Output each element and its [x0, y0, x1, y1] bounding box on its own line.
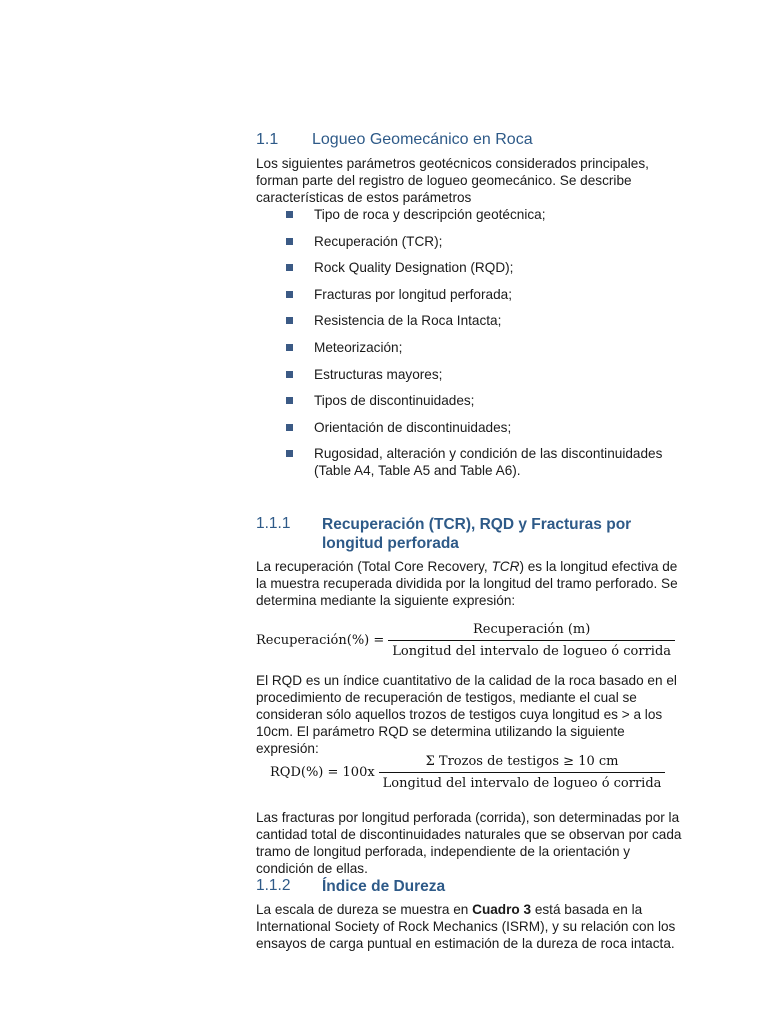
- square-bullet-icon: [286, 450, 293, 457]
- square-bullet-icon: [286, 291, 293, 298]
- list-item: Orientación de discontinuidades;: [256, 419, 686, 436]
- list-item: Estructuras mayores;: [256, 366, 686, 383]
- parameter-list: [256, 206, 686, 489]
- formula-lhs: RQD(%) = 100x: [270, 765, 375, 780]
- list-item: Resistencia de la Roca Intacta;: [256, 312, 686, 329]
- square-bullet-icon: [286, 211, 293, 218]
- tcr-formula: [256, 622, 675, 659]
- section-intro: Los siguientes parámetros geotécnicos considerados principales, forman parte del registro de logueo geomecánico. Se describe características de estos parámetros: [256, 156, 649, 205]
- list-item: Tipo de roca y descripción geotécnica;: [256, 206, 686, 223]
- subsection-number: 1.1.1: [256, 515, 291, 532]
- formula-lhs: Recuperación(%) =: [256, 633, 385, 648]
- list-item: Tipos de discontinuidades;: [256, 392, 686, 409]
- formula-fraction: [379, 754, 666, 791]
- subsection-title: Índice de Dureza: [322, 878, 446, 895]
- square-bullet-icon: [286, 397, 293, 404]
- list-item: Recuperación (TCR);: [256, 233, 686, 250]
- list-item: Rugosidad, alteración y condición de las discontinuidades (Table A4, Table A5 and Table A6).: [256, 445, 686, 479]
- section-number: 1.1: [256, 131, 279, 148]
- subsection-title: Recuperación (TCR), RQD y Fracturas por longitud perforada: [322, 516, 632, 552]
- square-bullet-icon: [286, 264, 293, 271]
- subsection-number: 1.1.2: [256, 877, 291, 894]
- square-bullet-icon: [286, 238, 293, 245]
- rqd-paragraph: El RQD es un índice cuantitativo de la calidad de la roca basado en el procedimiento de recuperación de testigos, mediante el cual se consideran sólo aquellos trozos de testigos cuya longitud es > a los 10cm. El parámetro RQD se determina utilizando la siguiente expresión:: [256, 673, 677, 756]
- formula-numerator: Σ Trozos de testigos ≥ 10 cm: [425, 754, 619, 769]
- dureza-paragraph: La escala de dureza se muestra en Cuadro 3 está basada en la International Society of Rock Mechanics (ISRM), y su relación con los ensayos de carga puntual en estimación de la dureza de roca intacta.: [256, 902, 676, 951]
- square-bullet-icon: [286, 371, 293, 378]
- formula-numerator: Recuperación (m): [472, 622, 591, 637]
- list-item: Meteorización;: [256, 339, 686, 356]
- square-bullet-icon: [286, 317, 293, 324]
- list-item: Rock Quality Designation (RQD);: [256, 259, 686, 276]
- section-heading: [256, 131, 533, 149]
- fracturas-paragraph: Las fracturas por longitud perforada (corrida), son determinadas por la cantidad total de discontinuidades naturales que se observan por cada tramo de longitud perforada, independiente de la orientación y condición de ellas.: [256, 810, 682, 876]
- formula-fraction: [388, 622, 675, 659]
- square-bullet-icon: [286, 424, 293, 431]
- formula-denominator: Longitud del intervalo de logueo ó corrida: [379, 772, 666, 791]
- subsection-heading-2: [256, 877, 642, 896]
- subsection-heading-1: [256, 515, 642, 553]
- square-bullet-icon: [286, 344, 293, 351]
- tcr-paragraph: La recuperación (Total Core Recovery, TCR) es la longitud efectiva de la muestra recuperada dividida por la longitud del tramo perforado. Se determina mediante la siguiente expresión:: [256, 559, 678, 608]
- rqd-formula: [270, 754, 665, 791]
- section-title: Logueo Geomecánico en Roca: [312, 131, 533, 148]
- list-item: Fracturas por longitud perforada;: [256, 286, 686, 303]
- formula-denominator: Longitud del intervalo de logueo ó corrida: [388, 640, 675, 659]
